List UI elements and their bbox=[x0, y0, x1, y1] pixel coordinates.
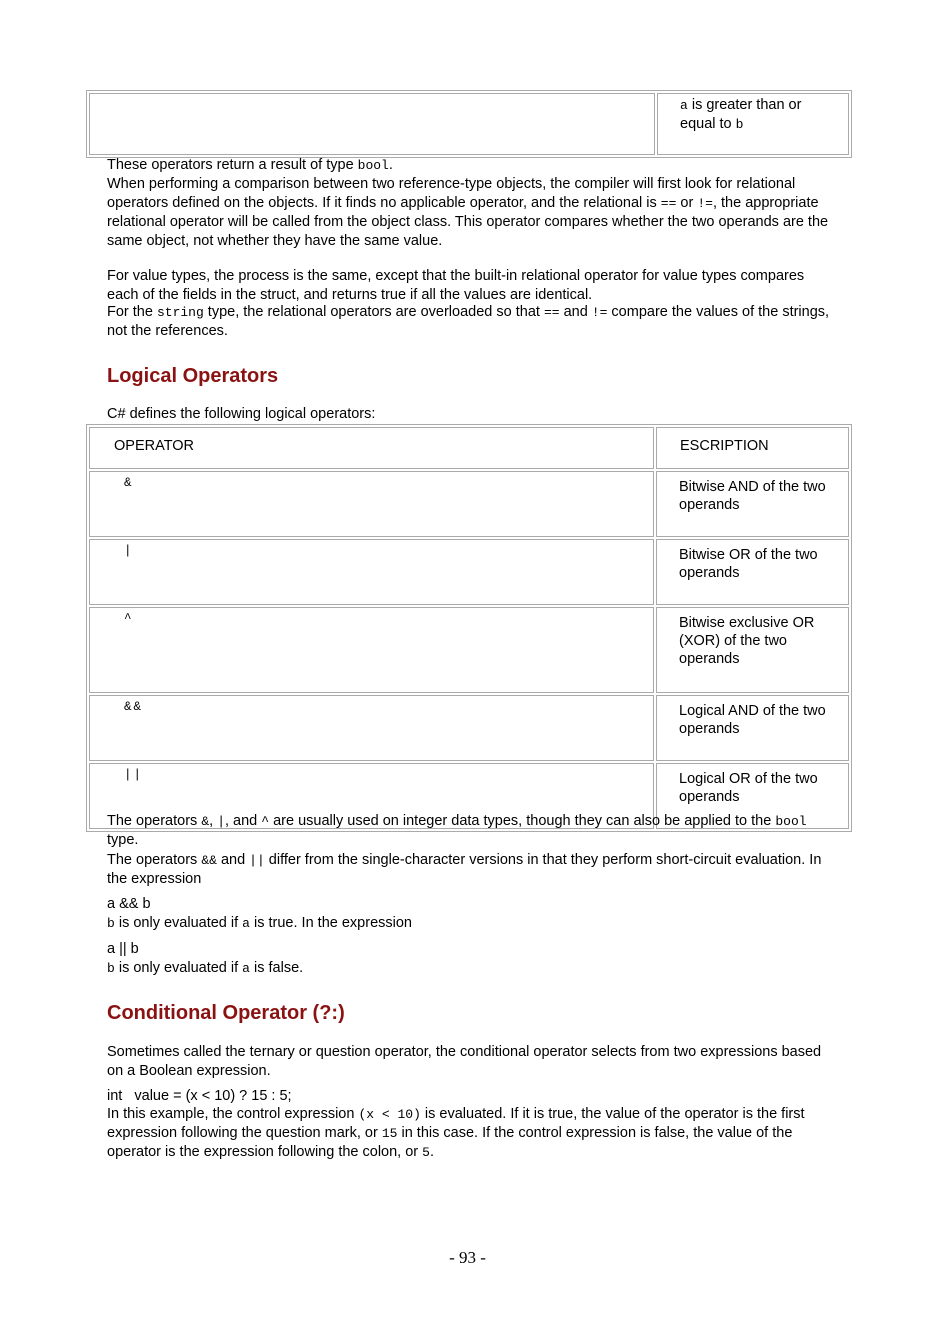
text: For the bbox=[107, 304, 157, 320]
text: , the appropriate relational operator will be called from the object class. This operator compares whether the two operands are the same object, not whether they have the same value. bbox=[107, 195, 829, 249]
expression-and: a && b bbox=[107, 896, 151, 912]
text: When performing a comparison between two reference-type objects, the compiler will first look for relational operators defined on the objects. If it finds no applicable operator, and the relational is bbox=[107, 176, 796, 211]
inline-code: bool bbox=[775, 814, 807, 829]
description-cell: Bitwise exclusive OR (XOR) of the two operands bbox=[656, 607, 849, 693]
expression-or: a || b bbox=[107, 941, 139, 957]
header-operator: OPERATOR bbox=[89, 427, 654, 469]
description-cell bbox=[657, 93, 849, 155]
table-header-row bbox=[89, 427, 849, 469]
description-cell: Logical AND of the two operands bbox=[656, 695, 849, 761]
inline-code: && bbox=[201, 853, 217, 868]
text: , bbox=[209, 813, 218, 829]
text: is true. In the expression bbox=[249, 915, 412, 931]
operator-symbol: ^ bbox=[124, 612, 134, 626]
paragraph-or-explanation bbox=[107, 959, 837, 978]
paragraph-short-circuit bbox=[107, 851, 837, 889]
text: compare the values of the strings, not the references. bbox=[107, 304, 830, 339]
paragraph-reference-comparison bbox=[107, 175, 837, 251]
text: type, the relational operators are overloaded so that bbox=[203, 304, 544, 320]
paragraph-bitwise-usage bbox=[107, 812, 837, 850]
paragraph-value-types: For value types, the process is the same, except that the built-in relational operator for value types compares each of the fields in the struct, and returns true if all the values are identical. bbox=[107, 268, 805, 303]
text: is evaluated. If it is true, the value of the operator is the first expression following the question mark, or bbox=[107, 1106, 805, 1141]
table-row bbox=[89, 539, 849, 605]
operator-cell bbox=[89, 607, 654, 693]
table-row bbox=[89, 607, 849, 693]
logical-operators-table bbox=[86, 424, 852, 832]
table-row bbox=[89, 695, 849, 761]
inline-code: a bbox=[242, 916, 250, 931]
operator-cell bbox=[89, 93, 655, 155]
inline-code: (x < 10) bbox=[358, 1107, 421, 1122]
section-heading-logical: Logical Operators bbox=[107, 365, 279, 387]
description-cell: Logical OR of the two operands bbox=[656, 763, 849, 829]
text: and bbox=[559, 304, 592, 320]
text: or bbox=[676, 195, 698, 211]
text: These operators return a result of type bbox=[107, 157, 358, 173]
header-description: ESCRIPTION bbox=[656, 427, 849, 469]
operator-cell bbox=[89, 539, 654, 605]
inline-code: a bbox=[242, 961, 250, 976]
paragraph-conditional-intro: Sometimes called the ternary or question operator, the conditional operator selects from two expressions based on a Boolean expression. bbox=[107, 1044, 822, 1079]
relational-table-continuation bbox=[86, 90, 852, 158]
text: The operators bbox=[107, 813, 202, 829]
text: are usually used on integer data types, though they can also be applied to the bbox=[269, 813, 776, 829]
inline-code: b bbox=[107, 916, 115, 931]
section-heading-conditional: Conditional Operator (?:) bbox=[107, 1002, 345, 1024]
inline-code: != bbox=[697, 196, 713, 211]
operator-cell bbox=[89, 471, 654, 537]
text: . bbox=[429, 1144, 434, 1160]
text: . bbox=[388, 157, 393, 173]
paragraph-and-explanation bbox=[107, 914, 837, 933]
operator-symbol: || bbox=[124, 768, 144, 782]
text: In this example, the control expression bbox=[107, 1106, 359, 1122]
inline-code: b bbox=[735, 117, 744, 132]
text: is only evaluated if bbox=[114, 915, 243, 931]
page-number: - 93 - bbox=[449, 1248, 486, 1267]
inline-code: == bbox=[543, 305, 560, 320]
paragraph-return-type bbox=[107, 156, 837, 175]
inline-code: != bbox=[591, 305, 608, 320]
text: The operators bbox=[107, 852, 202, 868]
operator-symbol: && bbox=[124, 700, 144, 714]
inline-code: bool bbox=[357, 158, 389, 173]
inline-code: a bbox=[680, 98, 688, 113]
inline-code: ^ bbox=[261, 814, 270, 829]
inline-code: || bbox=[249, 853, 265, 868]
paragraph-string-type bbox=[107, 303, 837, 341]
text: is only evaluated if bbox=[114, 960, 243, 976]
inline-code: == bbox=[660, 196, 677, 211]
inline-code: b bbox=[107, 961, 115, 976]
operator-symbol: | bbox=[124, 544, 134, 558]
inline-code: string bbox=[156, 305, 204, 320]
paragraph-conditional-explanation bbox=[107, 1105, 837, 1162]
text: , and bbox=[225, 813, 262, 829]
code-line-example: int value = (x < 10) ? 15 : 5; bbox=[107, 1088, 292, 1104]
inline-code: 5 bbox=[422, 1145, 430, 1160]
text: is false. bbox=[249, 960, 304, 976]
table-row bbox=[89, 471, 849, 537]
inline-code: 15 bbox=[381, 1126, 398, 1141]
text: type. bbox=[107, 832, 139, 848]
inline-code: & bbox=[201, 814, 210, 829]
operator-cell bbox=[89, 695, 654, 761]
operator-symbol: & bbox=[124, 476, 134, 490]
text: differ from the single-character versions in that they perform short-circuit evaluation. In the expression bbox=[107, 852, 822, 887]
description-text: is greater than or equal to bbox=[680, 97, 802, 132]
inline-code: | bbox=[217, 814, 225, 829]
paragraph-logical-intro: C# defines the following logical operators: bbox=[107, 406, 376, 422]
description-cell: Bitwise AND of the two operands bbox=[656, 471, 849, 537]
table-row bbox=[89, 93, 849, 155]
text: and bbox=[216, 852, 250, 868]
description-cell: Bitwise OR of the two operands bbox=[656, 539, 849, 605]
text: in this case. If the control expression is false, the value of the operator is the expression following the colon, or bbox=[107, 1125, 793, 1160]
